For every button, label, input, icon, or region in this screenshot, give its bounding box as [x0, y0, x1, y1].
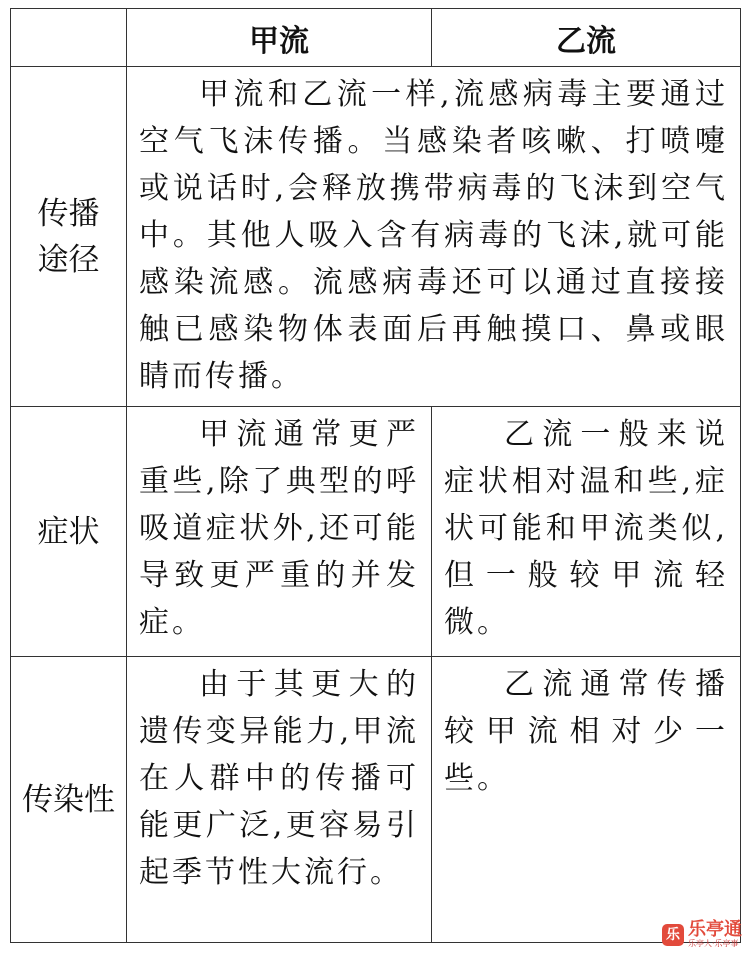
- infectivity-a-cell: [127, 657, 432, 943]
- row-infectivity: [11, 657, 741, 943]
- symptoms-a-cell: [127, 407, 432, 657]
- row-label-symptoms: 症状: [11, 407, 127, 657]
- header-col-b: 乙流: [432, 9, 741, 67]
- header-corner-cell: [11, 9, 127, 67]
- row-symptoms: [11, 407, 741, 657]
- symptoms-b-text: 乙流一般来说症状相对温和些,症状可能和甲流类似,但一般较甲流轻微。: [444, 417, 728, 640]
- transmission-text: 甲流和乙流一样,流感病毒主要通过空气飞沫传播。当感染者咳嗽、打喷嚏或说话时,会释放携带病毒的飞沫到空气中。其他人吸入含有病毒的飞沫,就可能感染流感。流感病毒还可以通过直接接触已感染物体表面后再触摸口、鼻或眼睛而传播。: [139, 77, 728, 394]
- symptoms-a-text: 甲流通常更严重些,除了典型的呼吸道症状外,还可能导致更严重的并发症。: [139, 417, 419, 640]
- watermark-name: 乐亭通: [688, 919, 742, 940]
- row-transmission: [11, 67, 741, 407]
- infectivity-b-text: 乙流通常传播较甲流相对少一些。: [444, 667, 728, 796]
- watermark-logo: [662, 921, 742, 948]
- row-label-transmission: [11, 67, 127, 407]
- header-row: [11, 9, 741, 67]
- row-label-infectivity: 传染性: [11, 657, 127, 943]
- row-label-line2: 途径: [37, 241, 100, 278]
- infectivity-a-text: 由于其更大的遗传变异能力,甲流在人群中的传播可能更广泛,更容易引起季节性大流行。: [139, 667, 419, 890]
- infectivity-b-cell: [432, 657, 741, 943]
- header-col-a: 甲流: [127, 9, 432, 67]
- watermark-logo-icon: 乐: [662, 924, 684, 946]
- row-label-line1: 传播: [37, 195, 100, 232]
- symptoms-b-cell: [432, 407, 741, 657]
- comparison-table: [10, 8, 741, 943]
- transmission-cell: [127, 67, 741, 407]
- watermark-subtitle: 乐亭人·乐亭事: [688, 939, 739, 948]
